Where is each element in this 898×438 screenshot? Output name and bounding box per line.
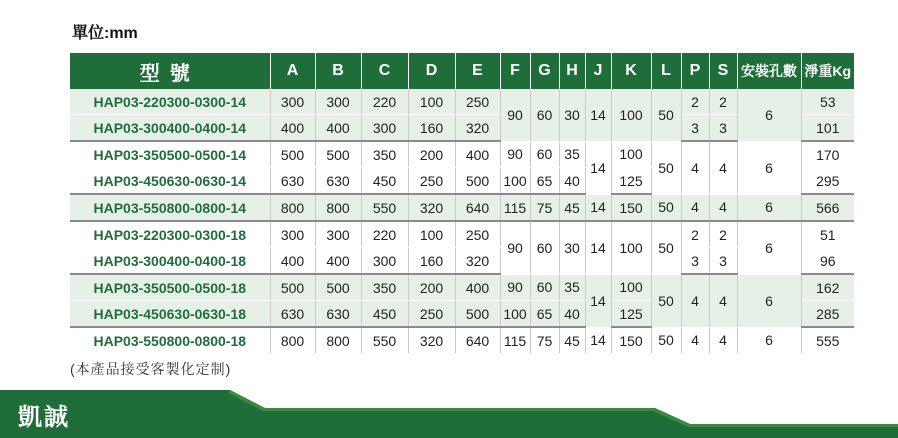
column-header-p: P xyxy=(681,53,709,89)
table-cell: 300 xyxy=(361,248,408,275)
table-cell: 250 xyxy=(455,89,500,115)
table-cell: 3 xyxy=(709,115,737,142)
table-cell: 150 xyxy=(611,327,651,354)
table-cell: 96 xyxy=(801,248,854,275)
column-header-net-weight: 淨重Kg xyxy=(801,53,854,89)
table-cell: 640 xyxy=(455,327,500,354)
table-cell: 90 xyxy=(500,221,530,274)
table-cell: 350 xyxy=(361,141,408,168)
table-cell: 640 xyxy=(455,194,500,221)
spec-table xyxy=(70,53,854,354)
table-cell: 4 xyxy=(709,274,737,327)
table-cell: 90 xyxy=(500,89,530,141)
table-header-row xyxy=(70,53,854,89)
table-cell: 500 xyxy=(315,141,361,168)
table-row xyxy=(70,194,854,221)
table-cell: 35 xyxy=(559,274,585,301)
table-cell: 3 xyxy=(709,248,737,275)
table-row xyxy=(70,115,854,142)
table-cell: 4 xyxy=(709,327,737,354)
table-cell: 320 xyxy=(408,194,455,221)
table-cell: 100 xyxy=(611,221,651,274)
model-cell: HAP03-350500-0500-14 xyxy=(70,141,270,168)
table-cell: 50 xyxy=(651,141,681,194)
table-cell: 300 xyxy=(315,89,361,115)
table-cell: 320 xyxy=(455,248,500,275)
table-cell: 115 xyxy=(500,327,530,354)
table-cell: 350 xyxy=(361,274,408,301)
table-cell: 6 xyxy=(737,89,801,141)
table-cell: 30 xyxy=(559,89,585,141)
table-cell: 162 xyxy=(801,274,854,301)
table-cell: 51 xyxy=(801,221,854,248)
table-cell: 800 xyxy=(270,327,315,354)
footer-banner xyxy=(0,380,898,438)
table-cell: 100 xyxy=(500,301,530,328)
table-cell: 500 xyxy=(455,301,500,328)
table-cell: 14 xyxy=(585,327,611,354)
model-cell: HAP03-350500-0500-18 xyxy=(70,274,270,301)
column-header-d: D xyxy=(408,53,455,89)
table-cell: 400 xyxy=(315,248,361,275)
table-cell: 250 xyxy=(408,168,455,195)
table-cell: 100 xyxy=(500,168,530,195)
table-cell: 115 xyxy=(500,194,530,221)
table-cell: 90 xyxy=(500,141,530,168)
table-cell: 3 xyxy=(681,248,709,275)
table-cell: 400 xyxy=(455,141,500,168)
table-cell: 53 xyxy=(801,89,854,115)
table-cell: 50 xyxy=(651,89,681,141)
column-header-j: J xyxy=(585,53,611,89)
table-cell: 800 xyxy=(315,194,361,221)
table-row xyxy=(70,248,854,275)
column-header-model: 型號 xyxy=(70,53,270,89)
model-cell: HAP03-450630-0630-18 xyxy=(70,301,270,328)
table-cell: 160 xyxy=(408,115,455,142)
table-cell: 100 xyxy=(611,141,651,168)
table-cell: 90 xyxy=(500,274,530,301)
table-cell: 550 xyxy=(361,327,408,354)
table-cell: 450 xyxy=(361,168,408,195)
model-cell: HAP03-220300-0300-14 xyxy=(70,89,270,115)
table-row xyxy=(70,221,854,248)
table-cell: 30 xyxy=(559,221,585,274)
model-cell: HAP03-300400-0400-18 xyxy=(70,248,270,275)
table-cell: 50 xyxy=(651,221,681,274)
table-cell: 500 xyxy=(455,168,500,195)
model-cell: HAP03-300400-0400-14 xyxy=(70,115,270,142)
table-cell: 300 xyxy=(270,221,315,248)
table-cell: 100 xyxy=(611,274,651,301)
table-cell: 6 xyxy=(737,194,801,221)
table-cell: 630 xyxy=(270,168,315,195)
table-cell: 2 xyxy=(681,221,709,248)
table-cell: 630 xyxy=(315,168,361,195)
table-cell: 800 xyxy=(270,194,315,221)
table-cell: 400 xyxy=(270,115,315,142)
table-cell: 14 xyxy=(585,141,611,194)
table-cell: 6 xyxy=(737,141,801,194)
table-cell: 14 xyxy=(585,274,611,327)
table-cell: 250 xyxy=(408,301,455,328)
model-cell: HAP03-550800-0800-14 xyxy=(70,194,270,221)
table-cell: 100 xyxy=(408,221,455,248)
table-cell: 160 xyxy=(408,248,455,275)
column-header-k: K xyxy=(611,53,651,89)
table-cell: 40 xyxy=(559,168,585,195)
table-cell: 60 xyxy=(530,221,559,274)
column-header-mounting-holes: 安裝孔數 xyxy=(737,53,801,89)
table-cell: 75 xyxy=(530,327,559,354)
table-cell: 400 xyxy=(270,248,315,275)
table-cell: 500 xyxy=(270,274,315,301)
table-cell: 630 xyxy=(315,301,361,328)
table-cell: 170 xyxy=(801,141,854,168)
table-cell: 50 xyxy=(651,194,681,221)
table-cell: 250 xyxy=(455,221,500,248)
table-cell: 285 xyxy=(801,301,854,328)
unit-label: 單位:mm xyxy=(72,25,138,42)
table-cell: 100 xyxy=(408,89,455,115)
table-cell: 65 xyxy=(530,301,559,328)
column-header-f: F xyxy=(500,53,530,89)
column-header-e: E xyxy=(455,53,500,89)
table-cell: 6 xyxy=(737,221,801,274)
table-cell: 320 xyxy=(408,327,455,354)
column-header-b: B xyxy=(315,53,361,89)
table-cell: 50 xyxy=(651,274,681,327)
table-cell: 800 xyxy=(315,327,361,354)
table-cell: 4 xyxy=(709,141,737,194)
table-cell: 555 xyxy=(801,327,854,354)
model-cell: HAP03-550800-0800-18 xyxy=(70,327,270,354)
table-cell: 101 xyxy=(801,115,854,142)
table-cell: 630 xyxy=(270,301,315,328)
table-cell: 3 xyxy=(681,115,709,142)
table-cell: 45 xyxy=(559,327,585,354)
model-cell: HAP03-450630-0630-14 xyxy=(70,168,270,195)
table-cell: 566 xyxy=(801,194,854,221)
column-header-s: S xyxy=(709,53,737,89)
table-cell: 2 xyxy=(709,221,737,248)
table-cell: 14 xyxy=(585,194,611,221)
table-cell: 550 xyxy=(361,194,408,221)
table-cell: 35 xyxy=(559,141,585,168)
table-cell: 50 xyxy=(651,327,681,354)
table-cell: 75 xyxy=(530,194,559,221)
model-cell: HAP03-220300-0300-18 xyxy=(70,221,270,248)
table-cell: 45 xyxy=(559,194,585,221)
column-header-g: G xyxy=(530,53,559,89)
table-cell: 200 xyxy=(408,274,455,301)
table-cell: 125 xyxy=(611,168,651,195)
table-cell: 2 xyxy=(709,89,737,115)
column-header-c: C xyxy=(361,53,408,89)
table-cell: 4 xyxy=(681,194,709,221)
table-row xyxy=(70,327,854,354)
table-cell: 400 xyxy=(455,274,500,301)
table-cell: 60 xyxy=(530,274,559,301)
column-header-l: L xyxy=(651,53,681,89)
table-cell: 320 xyxy=(455,115,500,142)
table-cell: 400 xyxy=(315,115,361,142)
table-cell: 100 xyxy=(611,89,651,141)
table-cell: 220 xyxy=(361,89,408,115)
table-cell: 295 xyxy=(801,168,854,195)
column-header-a: A xyxy=(270,53,315,89)
table-cell: 220 xyxy=(361,221,408,248)
table-cell: 500 xyxy=(270,141,315,168)
column-header-h: H xyxy=(559,53,585,89)
table-cell: 500 xyxy=(315,274,361,301)
brand-name: 凱誠 xyxy=(18,404,70,431)
table-cell: 300 xyxy=(315,221,361,248)
table-cell: 4 xyxy=(709,194,737,221)
table-row xyxy=(70,274,854,301)
table-cell: 14 xyxy=(585,221,611,274)
table-cell: 6 xyxy=(737,327,801,354)
table-cell: 300 xyxy=(270,89,315,115)
table-cell: 2 xyxy=(681,89,709,115)
table-cell: 450 xyxy=(361,301,408,328)
table-cell: 65 xyxy=(530,168,559,195)
table-cell: 60 xyxy=(530,89,559,141)
footer-band xyxy=(0,390,898,438)
table-cell: 4 xyxy=(681,141,709,194)
table-cell: 200 xyxy=(408,141,455,168)
table-cell: 4 xyxy=(681,327,709,354)
table-cell: 125 xyxy=(611,301,651,328)
table-cell: 40 xyxy=(559,301,585,328)
table-row xyxy=(70,141,854,168)
table-cell: 6 xyxy=(737,274,801,327)
table-row xyxy=(70,89,854,115)
table-cell: 4 xyxy=(681,274,709,327)
table-cell: 300 xyxy=(361,115,408,142)
customization-note: (本產品接受客製化定制) xyxy=(70,361,232,377)
table-cell: 60 xyxy=(530,141,559,168)
table-cell: 150 xyxy=(611,194,651,221)
table-cell: 14 xyxy=(585,89,611,141)
